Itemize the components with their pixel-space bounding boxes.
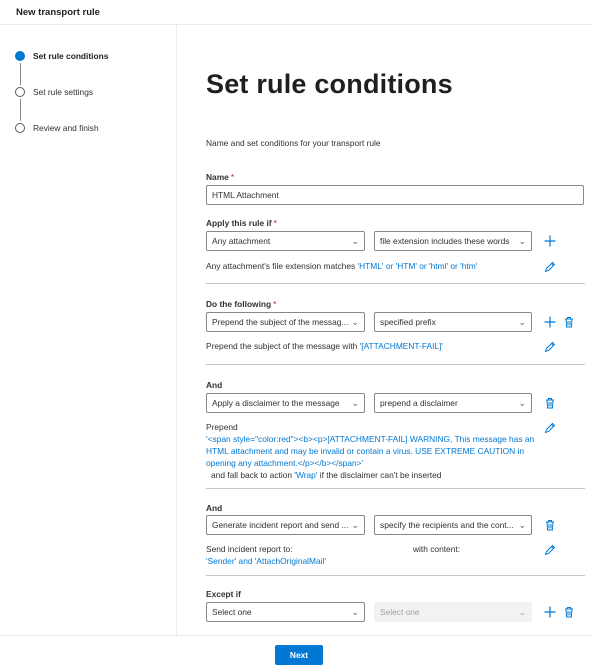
dropdown-value: Prepend the subject of the messag... xyxy=(212,317,349,327)
exception-property-dropdown xyxy=(374,602,532,622)
action-property-dropdown[interactable] xyxy=(374,312,532,332)
edit-icon[interactable] xyxy=(543,421,557,435)
do-following-label-text: Do the following xyxy=(206,299,272,309)
add-icon[interactable] xyxy=(543,605,557,619)
dropdown-value: specified prefix xyxy=(380,317,436,327)
action-dropdown[interactable] xyxy=(206,312,365,332)
required-marker: * xyxy=(230,172,235,182)
chevron-down-icon: ⌄ xyxy=(518,520,526,530)
incident-content-label: with content: xyxy=(413,544,461,554)
page-title: Set rule conditions xyxy=(206,69,453,99)
apply-rule-condition-dropdown[interactable] xyxy=(206,231,365,251)
fallback-text: if the disclaimer can't be inserted xyxy=(317,470,442,480)
chevron-down-icon: ⌄ xyxy=(351,236,359,246)
step-current-indicator xyxy=(15,51,25,61)
step-connector xyxy=(20,99,21,121)
chevron-down-icon: ⌄ xyxy=(351,398,359,408)
step-indicator xyxy=(15,87,25,97)
apply-rule-property-dropdown[interactable] xyxy=(374,231,532,251)
divider xyxy=(206,283,585,284)
trash-icon[interactable] xyxy=(543,518,557,532)
incident-action-dropdown[interactable] xyxy=(206,515,365,535)
chevron-down-icon: ⌄ xyxy=(518,607,526,617)
dropdown-value: Apply a disclaimer to the message xyxy=(212,398,340,408)
exception-dropdown[interactable] xyxy=(206,602,365,622)
dropdown-value: Any attachment xyxy=(212,236,271,246)
chevron-down-icon: ⌄ xyxy=(351,317,359,327)
step-connector xyxy=(20,63,21,85)
and-disclaimer-label: And xyxy=(206,380,223,390)
divider xyxy=(206,488,585,489)
summary-link[interactable]: '[ATTACHMENT-FAIL]' xyxy=(359,341,444,351)
fallback-link[interactable]: 'Wrap' xyxy=(294,470,318,480)
required-marker: * xyxy=(273,299,277,309)
disclaimer-action-dropdown[interactable] xyxy=(206,393,365,413)
chevron-down-icon: ⌄ xyxy=(351,607,359,617)
trash-icon[interactable] xyxy=(543,396,557,410)
disclaimer-text-line[interactable]: HTML attachment and may be invalid or contain a virus. USE EXTREME CAUTION in xyxy=(206,446,525,456)
trash-icon[interactable] xyxy=(562,605,576,619)
edit-icon[interactable] xyxy=(543,340,557,354)
apply-rule-label xyxy=(206,218,277,228)
panel-header xyxy=(0,0,592,25)
name-input[interactable]: HTML Attachment xyxy=(206,185,584,205)
apply-rule-summary xyxy=(206,260,477,272)
panel-title: New transport rule xyxy=(16,7,100,18)
footer-bar xyxy=(0,635,592,669)
next-button[interactable]: Next xyxy=(275,645,323,665)
wizard-steps xyxy=(0,25,177,635)
dropdown-value: file extension includes these words xyxy=(380,236,510,246)
disclaimer-text-line[interactable]: '<span style="color:red"><b><p>[ATTACHMENT-FAIL] WARNING, This message has an xyxy=(206,434,535,444)
add-icon[interactable] xyxy=(543,315,557,329)
incident-send-label: Send incident report to: xyxy=(206,544,293,554)
required-marker: * xyxy=(273,218,277,228)
except-if-label: Except if xyxy=(206,589,241,599)
do-following-label xyxy=(206,299,276,309)
apply-rule-label-text: Apply this rule if xyxy=(206,218,272,228)
chevron-down-icon: ⌄ xyxy=(518,317,526,327)
step-label: Set rule conditions xyxy=(33,51,109,61)
divider xyxy=(206,575,585,576)
step-set-rule-settings[interactable] xyxy=(15,87,93,97)
disclaimer-prepend-label: Prepend xyxy=(206,422,238,432)
name-label xyxy=(206,172,234,182)
incident-recipients-link[interactable]: 'Sender' and 'AttachOriginalMail' xyxy=(206,556,326,566)
divider xyxy=(206,364,585,365)
dropdown-value: Select one xyxy=(380,607,420,617)
step-set-rule-conditions[interactable] xyxy=(15,51,108,61)
main-content xyxy=(178,25,592,635)
edit-icon[interactable] xyxy=(543,260,557,274)
step-label: Review and finish xyxy=(33,123,99,133)
chevron-down-icon: ⌄ xyxy=(518,236,526,246)
summary-link[interactable]: 'HTML' or 'HTM' or 'html' or 'htm' xyxy=(357,261,478,271)
page-description: Name and set conditions for your transport rule xyxy=(206,138,381,148)
and-incident-label: And xyxy=(206,503,223,513)
step-review-and-finish[interactable] xyxy=(15,123,99,133)
add-icon[interactable] xyxy=(543,234,557,248)
action-summary xyxy=(206,340,443,352)
incident-property-dropdown[interactable] xyxy=(374,515,532,535)
edit-icon[interactable] xyxy=(543,543,557,557)
step-indicator xyxy=(15,123,25,133)
step-label: Set rule settings xyxy=(33,87,94,97)
disclaimer-text-line[interactable]: opening any attachment.</p></b></span>' xyxy=(206,458,364,468)
fallback-text: and fall back to action xyxy=(211,470,295,480)
name-label-text: Name xyxy=(206,172,229,182)
chevron-down-icon: ⌄ xyxy=(351,520,359,530)
chevron-down-icon: ⌄ xyxy=(518,398,526,408)
dropdown-value: specify the recipients and the cont... xyxy=(380,520,514,530)
dropdown-value: Select one xyxy=(212,607,252,617)
dropdown-value: Generate incident report and send ... xyxy=(212,520,349,530)
trash-icon[interactable] xyxy=(562,315,576,329)
dropdown-value: prepend a disclaimer xyxy=(380,398,458,408)
summary-text: Prepend the subject of the message with xyxy=(206,341,360,351)
summary-text: Any attachment's file extension matches xyxy=(206,261,358,271)
disclaimer-fallback xyxy=(211,469,441,481)
disclaimer-property-dropdown[interactable] xyxy=(374,393,532,413)
